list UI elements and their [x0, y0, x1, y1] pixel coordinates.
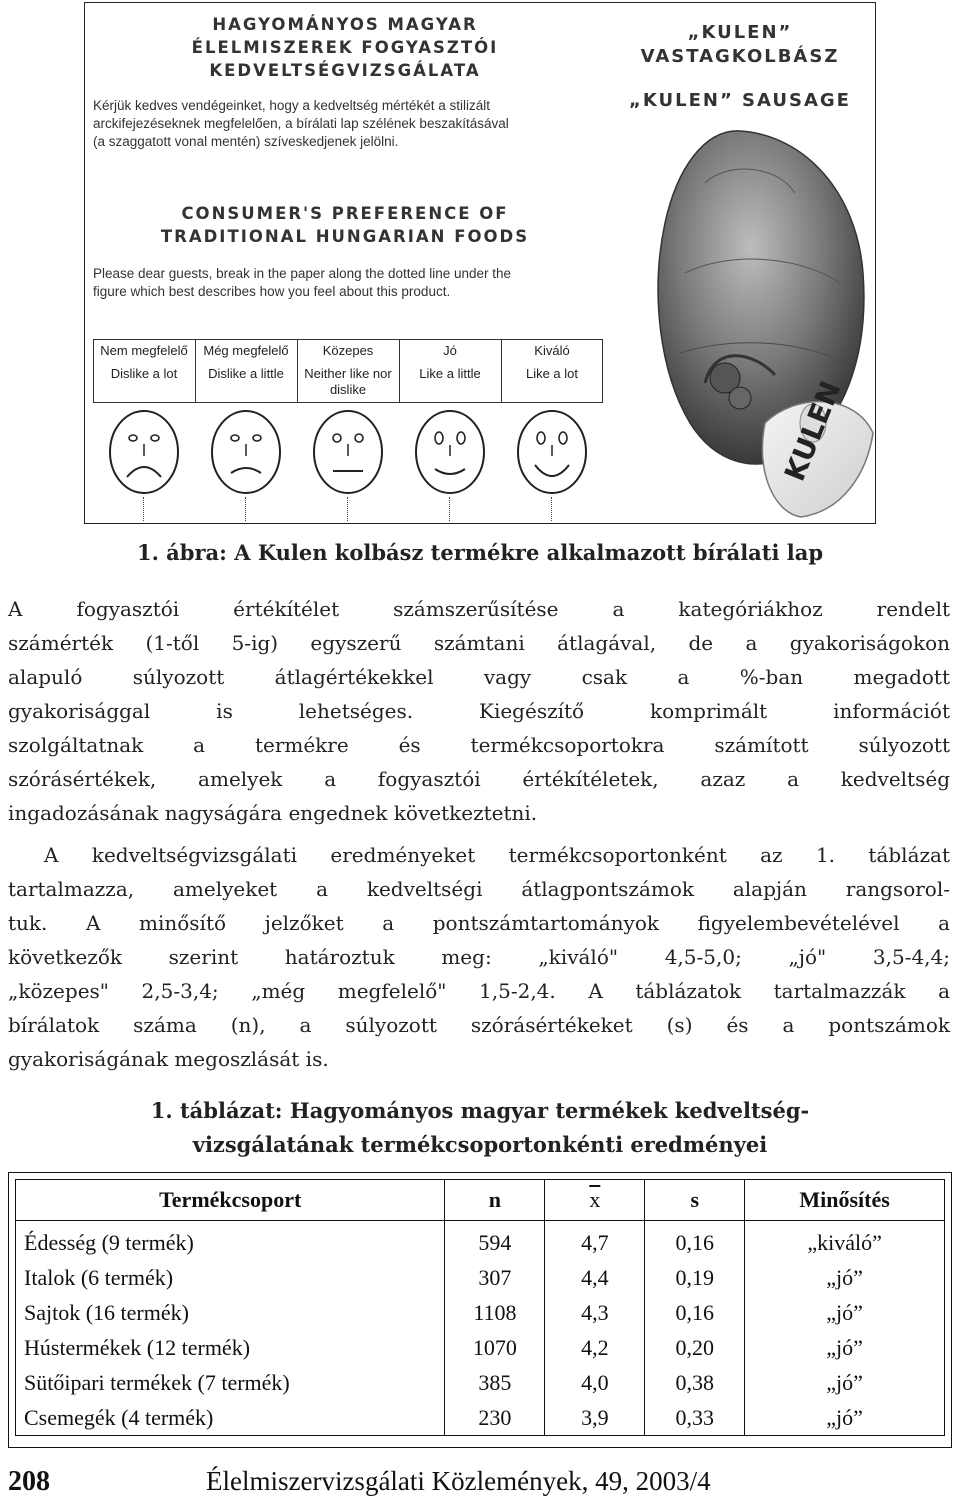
header-n: n [445, 1180, 545, 1221]
figure-en-title: CONSUMER'S PREFERENCE OF TRADITIONAL HUNGARIAN FOODS [160, 204, 530, 246]
results-table [15, 1179, 945, 1436]
table-row: Italok (6 termék) 307 4,4 0,19 „jó” [16, 1260, 945, 1295]
figure-rating-sheet [84, 2, 876, 524]
paragraph-1: A fogyasztói értékítélet számszerűsítése a kategóriákhoz rendelt számérték (1-től 5-ig) egyszerű számtani átlagával, de a gyakoriságokon alapuló súlyozott átlagértékekkel vagy csak a %-ban megadott gyakorisággal is lehetséges. Kiegészítő komprimált információt szolgáltatnak a termékre és termékcsoportokra számított súlyozott szórásértékek, amelyek a fogyasztói értékítéletek, azaz a kedveltség ingadozásának nagyságára engednek következtetni. [8, 597, 950, 825]
figure-hu-title: HAGYOMÁNYOS MAGYAR ÉLELMISZEREK FOGYASZTÓI KEDVELTSÉGVIZSGÁLATA [191, 15, 499, 80]
table-header-row [16, 1180, 945, 1221]
scale-option-2[interactable]: Még megfelelő Dislike a little [195, 339, 297, 521]
paragraph-2: A kedveltségvizsgálati eredményeket termékcsoportonként az 1. táblázat tartalmazza, amelyeket a kedveltségi átlagpontszámok alapján rangsorol- tuk. A minősítő jelzőket a pontszámtartományok figyelembevételével a következők szerint határoztuk meg: „kiváló" 4,5-5,0; „jó" 3,5-4,4; „közepes" 2,5-3,4; „még megfelelő" 1,5-2,4. A táblázatok tartalmazzák a bírálatok száma (n), a súlyozott szórásértékeket (s) és a pontszámok gyakoriságának megoszlását is. [8, 843, 950, 1071]
product-name-en: „KULEN” SAUSAGE [629, 90, 851, 111]
table-row: Hústermékek (12 termék) 1070 4,2 0,20 „jó” [16, 1330, 945, 1365]
rating-scale [93, 339, 613, 521]
neutral-face-icon [311, 409, 385, 495]
very-sad-face-icon [107, 409, 181, 495]
header-product-group: Termékcsoport [16, 1180, 445, 1221]
tear-line [449, 497, 450, 521]
table-row: Sajtok (16 termék) 1108 4,3 0,16 „jó” [16, 1295, 945, 1330]
table-row: Édesség (9 termék) 594 4,7 0,16 „kiváló” [16, 1221, 945, 1261]
smiling-face-icon [413, 409, 487, 495]
scale-option-3[interactable]: Közepes Neither like nor dislike [297, 339, 399, 521]
table-row: Csemegék (4 termék) 230 3,9 0,33 „jó” [16, 1400, 945, 1436]
scale-option-1[interactable]: Nem megfelelő Dislike a lot [93, 339, 195, 521]
header-rating: Minősítés [745, 1180, 945, 1221]
product-name-hu: „KULEN” VASTAGKOLBÁSZ [640, 22, 840, 67]
tear-line [143, 497, 144, 521]
tear-line [347, 497, 348, 521]
tear-line [551, 497, 552, 521]
page-number: 208 [8, 1466, 50, 1497]
sad-face-icon [209, 409, 283, 495]
results-table-frame [8, 1172, 952, 1448]
figure-en-instructions: Please dear guests, break in the paper along the dotted line under the figure which best describes how you feel about this product. [93, 266, 512, 299]
journal-citation: Élelmiszervizsgálati Közlemények, 49, 2003/4 [206, 1466, 711, 1496]
header-mean: $\overline{x}$ [545, 1180, 645, 1221]
scale-option-5[interactable]: Kiváló Like a lot [501, 339, 603, 521]
table-row: Sütőipari termékek (7 termék) 385 4,0 0,38 „jó” [16, 1365, 945, 1400]
kulen-sausage-photo [605, 123, 875, 521]
header-s: s [645, 1180, 745, 1221]
very-happy-face-icon [515, 409, 589, 495]
scale-option-4[interactable]: Jó Like a little [399, 339, 501, 521]
label-text: KULEN [777, 376, 848, 486]
figure-caption: 1. ábra: A Kulen kolbász termékre alkalmazott bírálati lap [136, 540, 824, 565]
tear-line [245, 497, 246, 521]
table-caption: 1. táblázat: Hagyományos magyar termékek kedveltség- vizsgálatának termékcsoportonkénti eredményei [150, 1098, 810, 1157]
figure-hu-instructions: Kérjük kedves vendégeinket, hogy a kedveltség mértékét a stilizált arckifejezéseknek megfelelően, a bírálati lap szélének beszakításával (a szaggatott vonal mentén) szíveskedjenek jelölni. [93, 98, 509, 149]
